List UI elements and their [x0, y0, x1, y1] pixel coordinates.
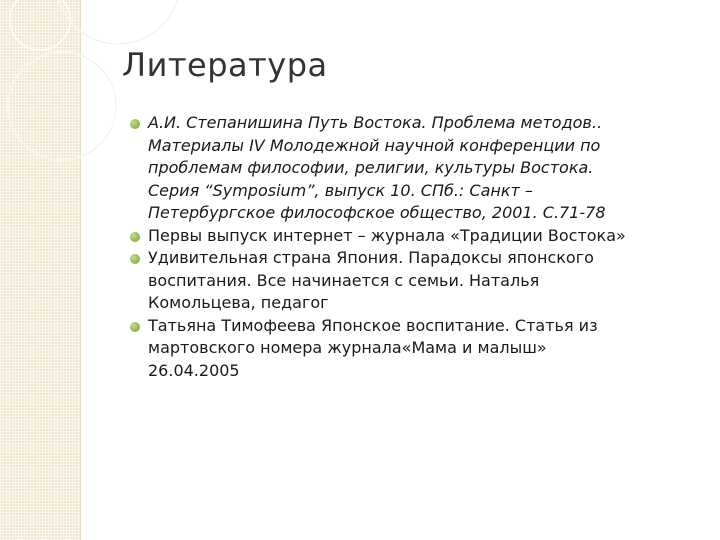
bullet-list [130, 112, 705, 382]
bullet-text: А.И. Степанишина Путь Востока. Проблема методов.. Материалы IV Молодежной научной конференции по проблемам философии, религии, культуры Востока. Серия “Symposium”, выпуск 10. СПб.: Санкт – Петербургское философское общество, 2001. С.71-78 [148, 113, 606, 222]
bullet-dot-icon [130, 232, 140, 242]
bullet-item [130, 225, 705, 248]
bullet-item [130, 315, 705, 383]
bullet-item [130, 247, 705, 315]
slide-title: Литература [122, 46, 328, 84]
bullet-dot-icon [130, 322, 140, 332]
bullet-text: Первы выпуск интернет – журнала «Традиции Востока» [148, 225, 626, 245]
bullet-dot-icon [130, 119, 140, 129]
bullet-item [130, 112, 705, 225]
bullet-text: Удивительная страна Япония. Парадоксы японского воспитания. Все начинается с семьи. Наталья Комольцева, педагог [148, 248, 594, 312]
bullet-dot-icon [130, 254, 140, 264]
bullet-text: Татьяна Тимофеева Японское воспитание. Статья из мартовского номера журнала«Мама и малыш» 26.04.2005 [148, 315, 598, 380]
